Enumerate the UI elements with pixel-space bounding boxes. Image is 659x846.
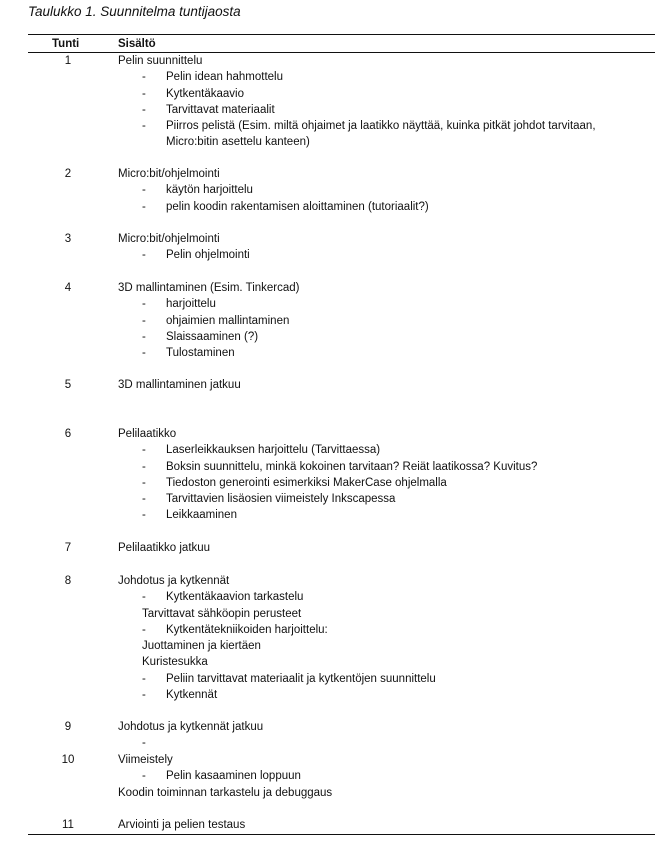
sub-item: Juottaminen ja kiertäen — [142, 640, 261, 653]
bullet-item — [118, 475, 638, 491]
hour-number: 5 — [64, 379, 72, 391]
hour-number: 10 — [61, 754, 75, 766]
bullet-item — [118, 199, 638, 215]
bullet-dash: - — [142, 460, 146, 473]
bullet-dash: - — [142, 689, 146, 702]
row-content — [118, 817, 638, 833]
hour-number: 7 — [64, 542, 72, 554]
topic-title: Pelilaatikko jatkuu — [118, 542, 211, 554]
topic-title: Pelin suunnittelu — [118, 55, 203, 67]
bullet-item — [118, 69, 638, 85]
hour-number: 11 — [62, 819, 74, 831]
bullet-item — [118, 442, 638, 458]
topic-title: Pelilaatikko — [118, 428, 177, 440]
topic-title: 3D mallintaminen (Esim. Tinkercad) — [118, 282, 300, 294]
bullet-text: pelin koodin rakentamisen aloittaminen (tutoriaalit?) — [166, 200, 429, 213]
sub-item: Kuristesukka — [142, 656, 208, 669]
bullet-text: Kytkentäkaavion tarkastelu — [166, 591, 304, 604]
bullet-item — [118, 247, 638, 263]
topic-title: Viimeistely — [118, 754, 173, 766]
row-content — [118, 53, 638, 151]
bullet-text: Piirros pelistä (Esim. miltä ohjaimet ja laatikko näyttää, kuinka pitkät johdot tarvitaan, Micro:bitin asettelu kanteen) — [166, 120, 596, 149]
bullet-item — [118, 671, 638, 687]
bullet-item — [118, 313, 638, 329]
row-content — [118, 540, 638, 556]
table-bottom-rule — [28, 834, 655, 835]
bullet-dash: - — [142, 770, 146, 783]
topic-title: Micro:bit/ohjelmointi — [118, 233, 220, 245]
bullet-text: Leikkaaminen — [166, 509, 237, 522]
hour-number: 4 — [64, 282, 72, 294]
row-content — [118, 166, 638, 215]
hour-number: 6 — [64, 428, 72, 440]
sub-item: Tarvittavat sähköopin perusteet — [142, 607, 302, 620]
bullet-item — [118, 507, 638, 523]
bullet-item — [118, 86, 638, 102]
topic-title: Koodin toiminnan tarkastelu ja debuggaus — [118, 786, 333, 799]
topic-title: Micro:bit/ohjelmointi — [118, 168, 220, 180]
bullet-dash: - — [142, 249, 146, 262]
bullet-dash: - — [142, 509, 146, 522]
row-content — [118, 719, 638, 750]
bullet-dash: - — [142, 737, 146, 750]
bullet-text: Kytkennät — [166, 689, 218, 702]
bullet-dash: - — [142, 298, 146, 311]
hour-number: 3 — [64, 233, 72, 245]
bullet-dash: - — [142, 591, 146, 604]
bullet-dash: - — [142, 476, 146, 489]
bullet-text: Kytkentäkaavio — [166, 87, 244, 100]
row-content — [118, 426, 638, 524]
column-header-hour: Tunti — [52, 38, 80, 50]
row-content — [118, 377, 638, 393]
bullet-item — [118, 589, 638, 605]
bullet-dash: - — [142, 347, 146, 360]
table-caption: Taulukko 1. Suunnitelma tuntijaosta — [28, 4, 241, 19]
bullet-text: Pelin kasaaminen loppuun — [166, 770, 301, 783]
bullet-dash: - — [142, 103, 146, 116]
bullet-item — [118, 459, 638, 475]
bullet-text: Tarvittavien lisäosien viimeistely Inkscapessa — [166, 493, 396, 506]
row-content — [118, 752, 638, 801]
bullet-text: käytön harjoittelu — [166, 184, 253, 197]
bullet-item — [118, 329, 638, 345]
bullet-text: Tarvittavat materiaalit — [166, 103, 275, 116]
bullet-text: ohjaimien mallintaminen — [166, 314, 290, 327]
bullet-item — [118, 345, 638, 361]
topic-title: Johdotus ja kytkennät — [118, 575, 230, 587]
bullet-text: Pelin ohjelmointi — [166, 249, 250, 262]
topic-title: Arviointi ja pelien testaus — [118, 819, 246, 831]
row-content — [118, 280, 638, 361]
bullet-text: Tulostaminen — [166, 347, 235, 360]
bullet-dash: - — [142, 330, 146, 343]
bullet-item — [118, 296, 638, 312]
bullet-dash: - — [142, 672, 146, 685]
bullet-dash: - — [142, 444, 146, 457]
bullet-dash: - — [142, 87, 146, 100]
bullet-item — [118, 491, 638, 507]
bullet-dash: - — [142, 120, 146, 133]
bullet-text: harjoittelu — [166, 298, 216, 311]
bullet-text: Pelin idean hahmottelu — [166, 71, 283, 84]
table-top-rule — [28, 34, 655, 35]
bullet-item — [118, 687, 638, 703]
bullet-text: Slaissaaminen (?) — [166, 330, 259, 343]
bullet-dash: - — [142, 493, 146, 506]
bullet-dash: - — [142, 200, 146, 213]
bullet-text: Boksin suunnittelu, minkä kokoinen tarvitaan? Reiät laatikossa? Kuvitus? — [166, 460, 538, 473]
row-content — [118, 573, 638, 703]
row-content — [118, 231, 638, 264]
bullet-text: Tiedoston generointi esimerkiksi MakerCase ohjelmalla — [166, 476, 447, 489]
hour-number: 9 — [64, 721, 72, 733]
hour-number: 1 — [64, 55, 72, 67]
bullet-dash: - — [142, 71, 146, 84]
hour-number: 8 — [64, 575, 72, 587]
column-header-content: Sisältö — [118, 38, 156, 50]
bullet-item — [118, 768, 638, 784]
bullet-dash: - — [142, 314, 146, 327]
bullet-item — [118, 622, 638, 638]
bullet-text: Peliin tarvittavat materiaalit ja kytkentöjen suunnittelu — [166, 672, 436, 685]
topic-title: Johdotus ja kytkennät jatkuu — [118, 721, 264, 733]
bullet-text: Laserleikkauksen harjoittelu (Tarvittaessa) — [166, 444, 381, 457]
bullet-dash: - — [142, 184, 146, 197]
bullet-dash: - — [142, 623, 146, 636]
hour-number: 2 — [64, 168, 72, 180]
topic-title: 3D mallintaminen jatkuu — [118, 379, 241, 391]
bullet-item — [118, 102, 638, 118]
bullet-item — [118, 182, 638, 198]
bullet-item — [118, 118, 638, 151]
bullet-text: Kytkentätekniikoiden harjoittelu: — [166, 623, 328, 636]
